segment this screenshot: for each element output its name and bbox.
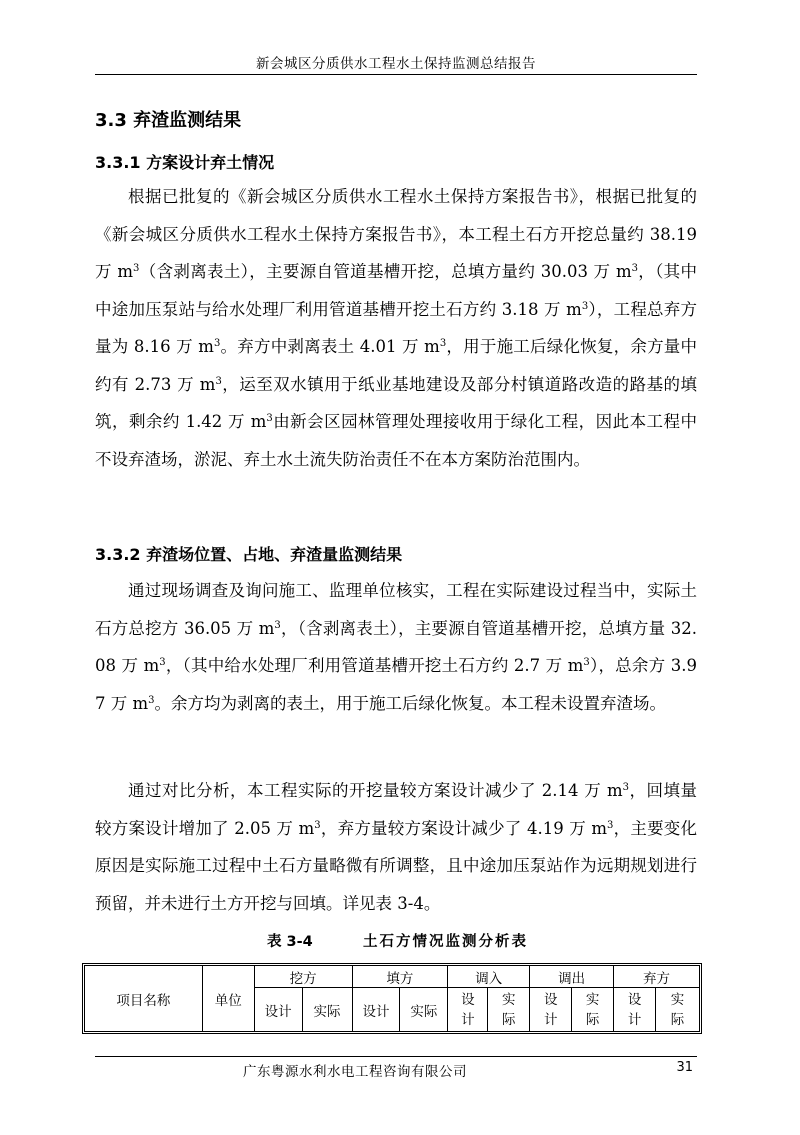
- subsection-heading-1: 3.3.1 方案设计弃土情况: [95, 153, 275, 172]
- table-title: 土石方情况监测分析表: [363, 934, 528, 950]
- paragraph-design-spoil: 根据已批复的《新会城区分质供水工程水土保持方案报告书》，根据已批复的《新会城区分质供水工程水土保持方案报告书》，本工程土石方开挖总量约 38.19 万 $m^3$（含剥离表土），主要源自管道基槽开挖，总填方量约 30.03 万 $m^3$，（其中中途加压泵站与给水处理厂利用管道基槽开挖土石方约 3.18 万 $m^3$），工程总弃方量为 8.16 万 $m^3$。弃方中剥离表土 4.01 万 $m^3$，用于施工后绿化恢复，余方量中约有 2.73 万 $m^3$，运至双水镇用于纸业基地建设及部分村镇道路改造的路基的填筑，剩余约 1.42 万 $m^3$由新会区园林管理处理接收用于绿化工程，因此本工程中不设弃渣场，淤泥、弃土水土流失防治责任不在本方案防治范围内。: [95, 187, 698, 469]
- sub-design: 设计: [352, 988, 400, 1032]
- running-header: 新会城区分质供水工程水土保持监测总结报告: [256, 56, 536, 72]
- header-transfer-in: 调入: [448, 966, 530, 988]
- header-excavation: 挖方: [254, 966, 352, 988]
- sub-actual: 实 际: [572, 988, 614, 1032]
- subsection-heading-2: 3.3.2 弃渣场位置、占地、弃渣量监测结果: [95, 545, 403, 564]
- table-number: 表 3-4: [267, 934, 313, 950]
- sub-design: 设 计: [614, 988, 656, 1032]
- sub-actual: 实 际: [488, 988, 530, 1032]
- footer-company: 广东粤源水利水电工程咨询有限公司: [243, 1064, 467, 1080]
- header-fill: 填方: [352, 966, 448, 988]
- header-divider: [95, 74, 697, 75]
- paragraph-comparison: 通过对比分析，本工程实际的开挖量较方案设计减少了 2.14 万 $m^3$，回填量较方案设计增加了 2.05 万 $m^3$，弃方量较方案设计减少了 4.19 万 $m^3$，主要变化原因是实际施工过程中土石方量略微有所调整，且中途加压泵站作为远期规划进行预留，并未进行土方开挖与回填。详见表 3-4。: [95, 781, 698, 913]
- section-heading: 3.3 弃渣监测结果: [95, 110, 242, 131]
- sub-design: 设计: [254, 988, 302, 1032]
- header-unit: 单位: [202, 966, 254, 1032]
- page-number: 31: [676, 1060, 693, 1075]
- header-item-name: 项目名称: [85, 966, 203, 1032]
- sub-design: 设 计: [530, 988, 572, 1032]
- header-spoil: 弃方: [614, 966, 700, 988]
- sub-actual: 实 际: [656, 988, 700, 1032]
- sub-actual: 实际: [400, 988, 448, 1032]
- earthwork-table: [84, 965, 700, 1032]
- header-transfer-out: 调出: [530, 966, 614, 988]
- footer-divider: [95, 1056, 697, 1057]
- paragraph-monitoring-result: 通过现场调查及询问施工、监理单位核实，工程在实际建设过程当中，实际土石方总挖方 36.05 万 $m^3$，（含剥离表土），主要源自管道基槽开挖，总填方量 32.08 万 $m^3$，（其中给水处理厂利用管道基槽开挖土石方约 2.7 万 $m^3$），总余方 3.97 万 $m^3$。余方均为剥离的表土，用于施工后绿化恢复。本工程未设置弃渣场。: [95, 581, 697, 713]
- sub-actual: 实际: [302, 988, 352, 1032]
- sub-design: 设 计: [448, 988, 488, 1032]
